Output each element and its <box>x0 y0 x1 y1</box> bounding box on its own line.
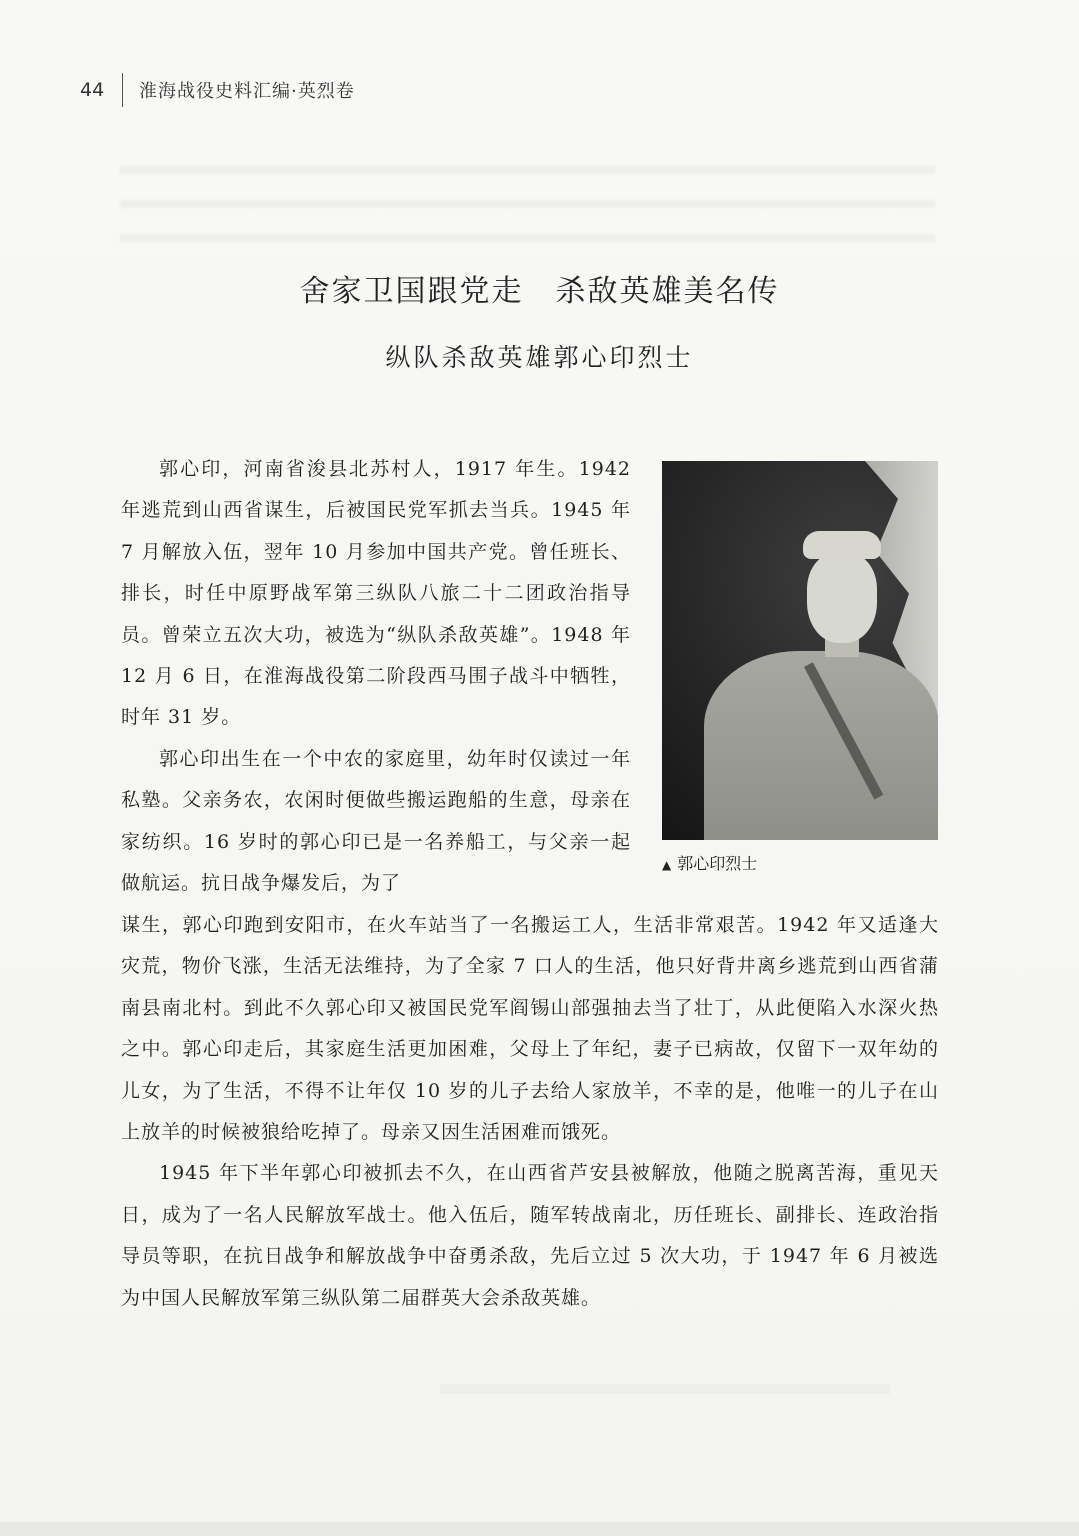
bleed-line <box>120 200 935 208</box>
paragraph: 郭心印，河南省浚县北苏村人，1917 年生。1942 年逃荒到山西省谋生，后被国民党军抓去当兵。1945 年 7 月解放入伍，翌年 10 月参加中国共产党。曾任班长、排长，时任中原野战军第三纵队八旅二十二团政治指导员。曾荣立五次大功，被选为“纵队杀敌英雄”。1948 年 12 月 6 日，在淮海战役第二阶段西马围子战斗中牺牲，时年 31 岁。 <box>121 458 631 729</box>
full-width-text <box>121 905 939 1319</box>
page-blemish <box>440 1384 890 1394</box>
running-title: 淮海战役史料汇编·英烈卷 <box>139 81 355 102</box>
photo-person-cap <box>803 531 881 559</box>
paragraph: 1945 年下半年郭心印被抓去不久，在山西省芦安县被解放，他随之脱离苦海，重见天日，成为了一名人民解放军战士。他入伍后，随军转战南北，历任班长、副排长、连政治指导员等职，在抗日战争和解放战争中奋勇杀敌，先后立过 5 次大功，于 1947 年 6 月被选为中国人民解放军第三纵队第二届群英大会杀敌英雄。 <box>121 1162 939 1309</box>
header-divider <box>122 73 123 107</box>
page-bottom-edge <box>0 1522 1079 1536</box>
paragraph-continuation: 谋生，郭心印跑到安阳市，在火车站当了一名搬运工人，生活非常艰苦。1942 年又适逢大灾荒，物价飞涨，生活无法维持，为了全家 7 口人的生活，他只好背井离乡逃荒到山西省蒲南县南北村。到此不久郭心印又被国民党军阎锡山部强抽去当了壮丁，从此便陷入水深火热之中。郭心印走后，其家庭生活更加困难，父母上了年纪，妻子已病故，仅留下一双年幼的儿女，为了生活，不得不让年仅 10 岁的儿子去给人家放羊，不幸的是，他唯一的儿子在山上放羊的时候被狼给吃掉了。母亲又因生活困难而饿死。 <box>121 914 939 1144</box>
paragraph: 郭心印出生在一个中农的家庭里，幼年时仅读过一年私塾。父亲务农，农闲时便做些搬运跑船的生意，母亲在家纺织。16 岁时的郭心印已是一名养船工，与父亲一起做航运。抗日战争爆发后，为了 <box>121 747 631 895</box>
article-subtitle: 纵队杀敌英雄郭心印烈士 <box>385 343 694 372</box>
article-title: 舍家卫国跟党走 杀敌英雄美名传 <box>299 274 780 309</box>
triangle-icon: ▲ <box>662 858 672 872</box>
portrait-photo <box>662 461 938 840</box>
page-header <box>80 72 355 108</box>
caption-text: 郭心印烈士 <box>677 854 758 873</box>
photo-person-face <box>807 553 877 643</box>
page-number: 44 <box>80 79 105 101</box>
wrapped-text-column <box>121 449 631 904</box>
bleed-through-text <box>120 166 935 266</box>
bleed-line <box>120 234 935 242</box>
photo-caption <box>662 851 938 874</box>
bleed-line <box>120 166 935 174</box>
